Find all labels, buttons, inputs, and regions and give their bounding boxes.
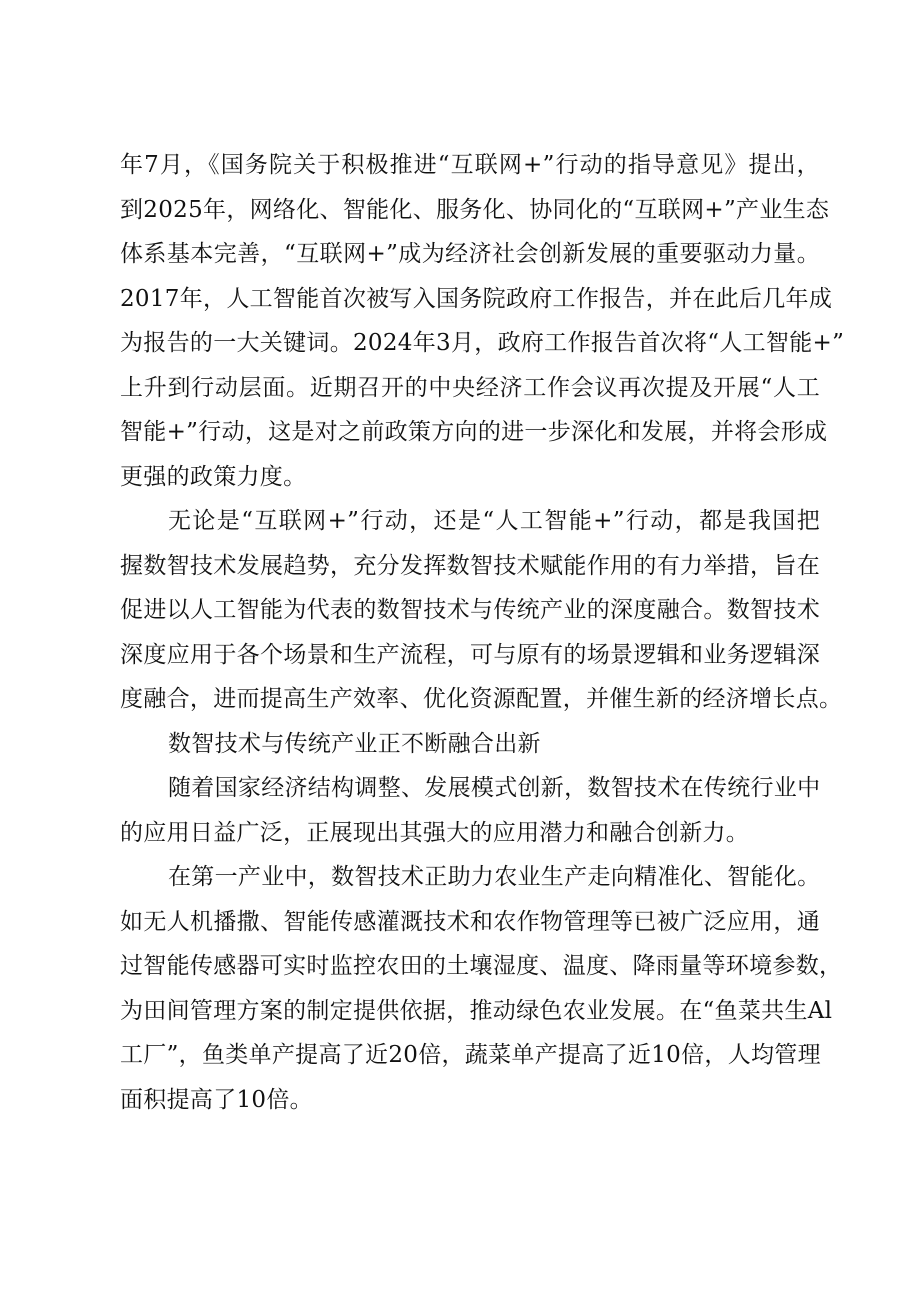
text-line: 为报告的一大关键词。2024年3月，政府工作报告首次将“人工智能+” [120,330,845,356]
document-body [120,143,845,1122]
text-line: 到2025年，网络化、智能化、服务化、协同化的“互联网+”产业生态 [120,196,830,223]
text-line: 工厂”，鱼类单产提高了近20倍，蔬菜单产提高了近10倍，人均管理 [120,1042,821,1068]
text-line: 的应用日益广泛，正展现出其强大的应用潜力和融合创新力。 [120,819,750,846]
text-line: 更强的政策力度。 [120,463,307,490]
text-line: 2017年，人工智能首次被写入国务院政府工作报告，并在此后几年成 [120,285,833,312]
text-line: 深度应用于各个场景和生产流程，可与原有的场景逻辑和业务逻辑深 [120,641,820,668]
text-line: 无论是“互联网+”行动，还是“人工智能+”行动，都是我国把 [168,508,820,534]
text-line: 智能+”行动，这是对之前政策方向的进一步深化和发展，并将会形成 [120,419,828,445]
text-line: 随着国家经济结构调整、发展模式创新，数智技术在传统行业中 [168,775,821,801]
paragraph-integration-purpose [120,499,843,722]
text-line: 上升到行动层面。近期召开的中央经济工作会议再次提及开展“人工 [120,374,820,401]
text-line: 面积提高了10倍。 [120,1086,313,1113]
text-line: 如无人机播撒、智能传感灌溉技术和农作物管理等已被广泛应用，通 [120,908,820,935]
text-line: 握数智技术发展趋势，充分发挥数智技术赋能作用的有力举措，旨在 [120,552,820,579]
text-line: 促进以人工智能为代表的数智技术与传统产业的深度融合。数智技术 [120,597,820,623]
paragraph-policy-history [120,143,845,499]
text-line: 体系基本完善，“互联网+”成为经济社会创新发展的重要驱动力量。 [120,241,820,267]
text-line: 度融合，进而提高生产效率、优化资源配置，并催生新的经济增长点。 [120,686,843,712]
text-line: 过智能传感器可实时监控农田的土壤湿度、温度、降雨量等环境参数， [120,953,843,979]
text-line: 在第一产业中，数智技术正助力农业生产走向精准化、智能化。 [168,864,821,890]
paragraph-agriculture [120,855,843,1122]
text-line: 为田间管理方案的制定提供依据，推动绿色农业发展。在“鱼菜共生Al [120,997,833,1024]
paragraph-application-trend [120,766,820,855]
text-line: 年7月，《国务院关于积极推进“互联网+”行动的指导意见》提出， [120,152,820,178]
section-heading [120,722,820,767]
section-heading-text: 数智技术与传统产业正不断融合出新 [168,730,541,757]
